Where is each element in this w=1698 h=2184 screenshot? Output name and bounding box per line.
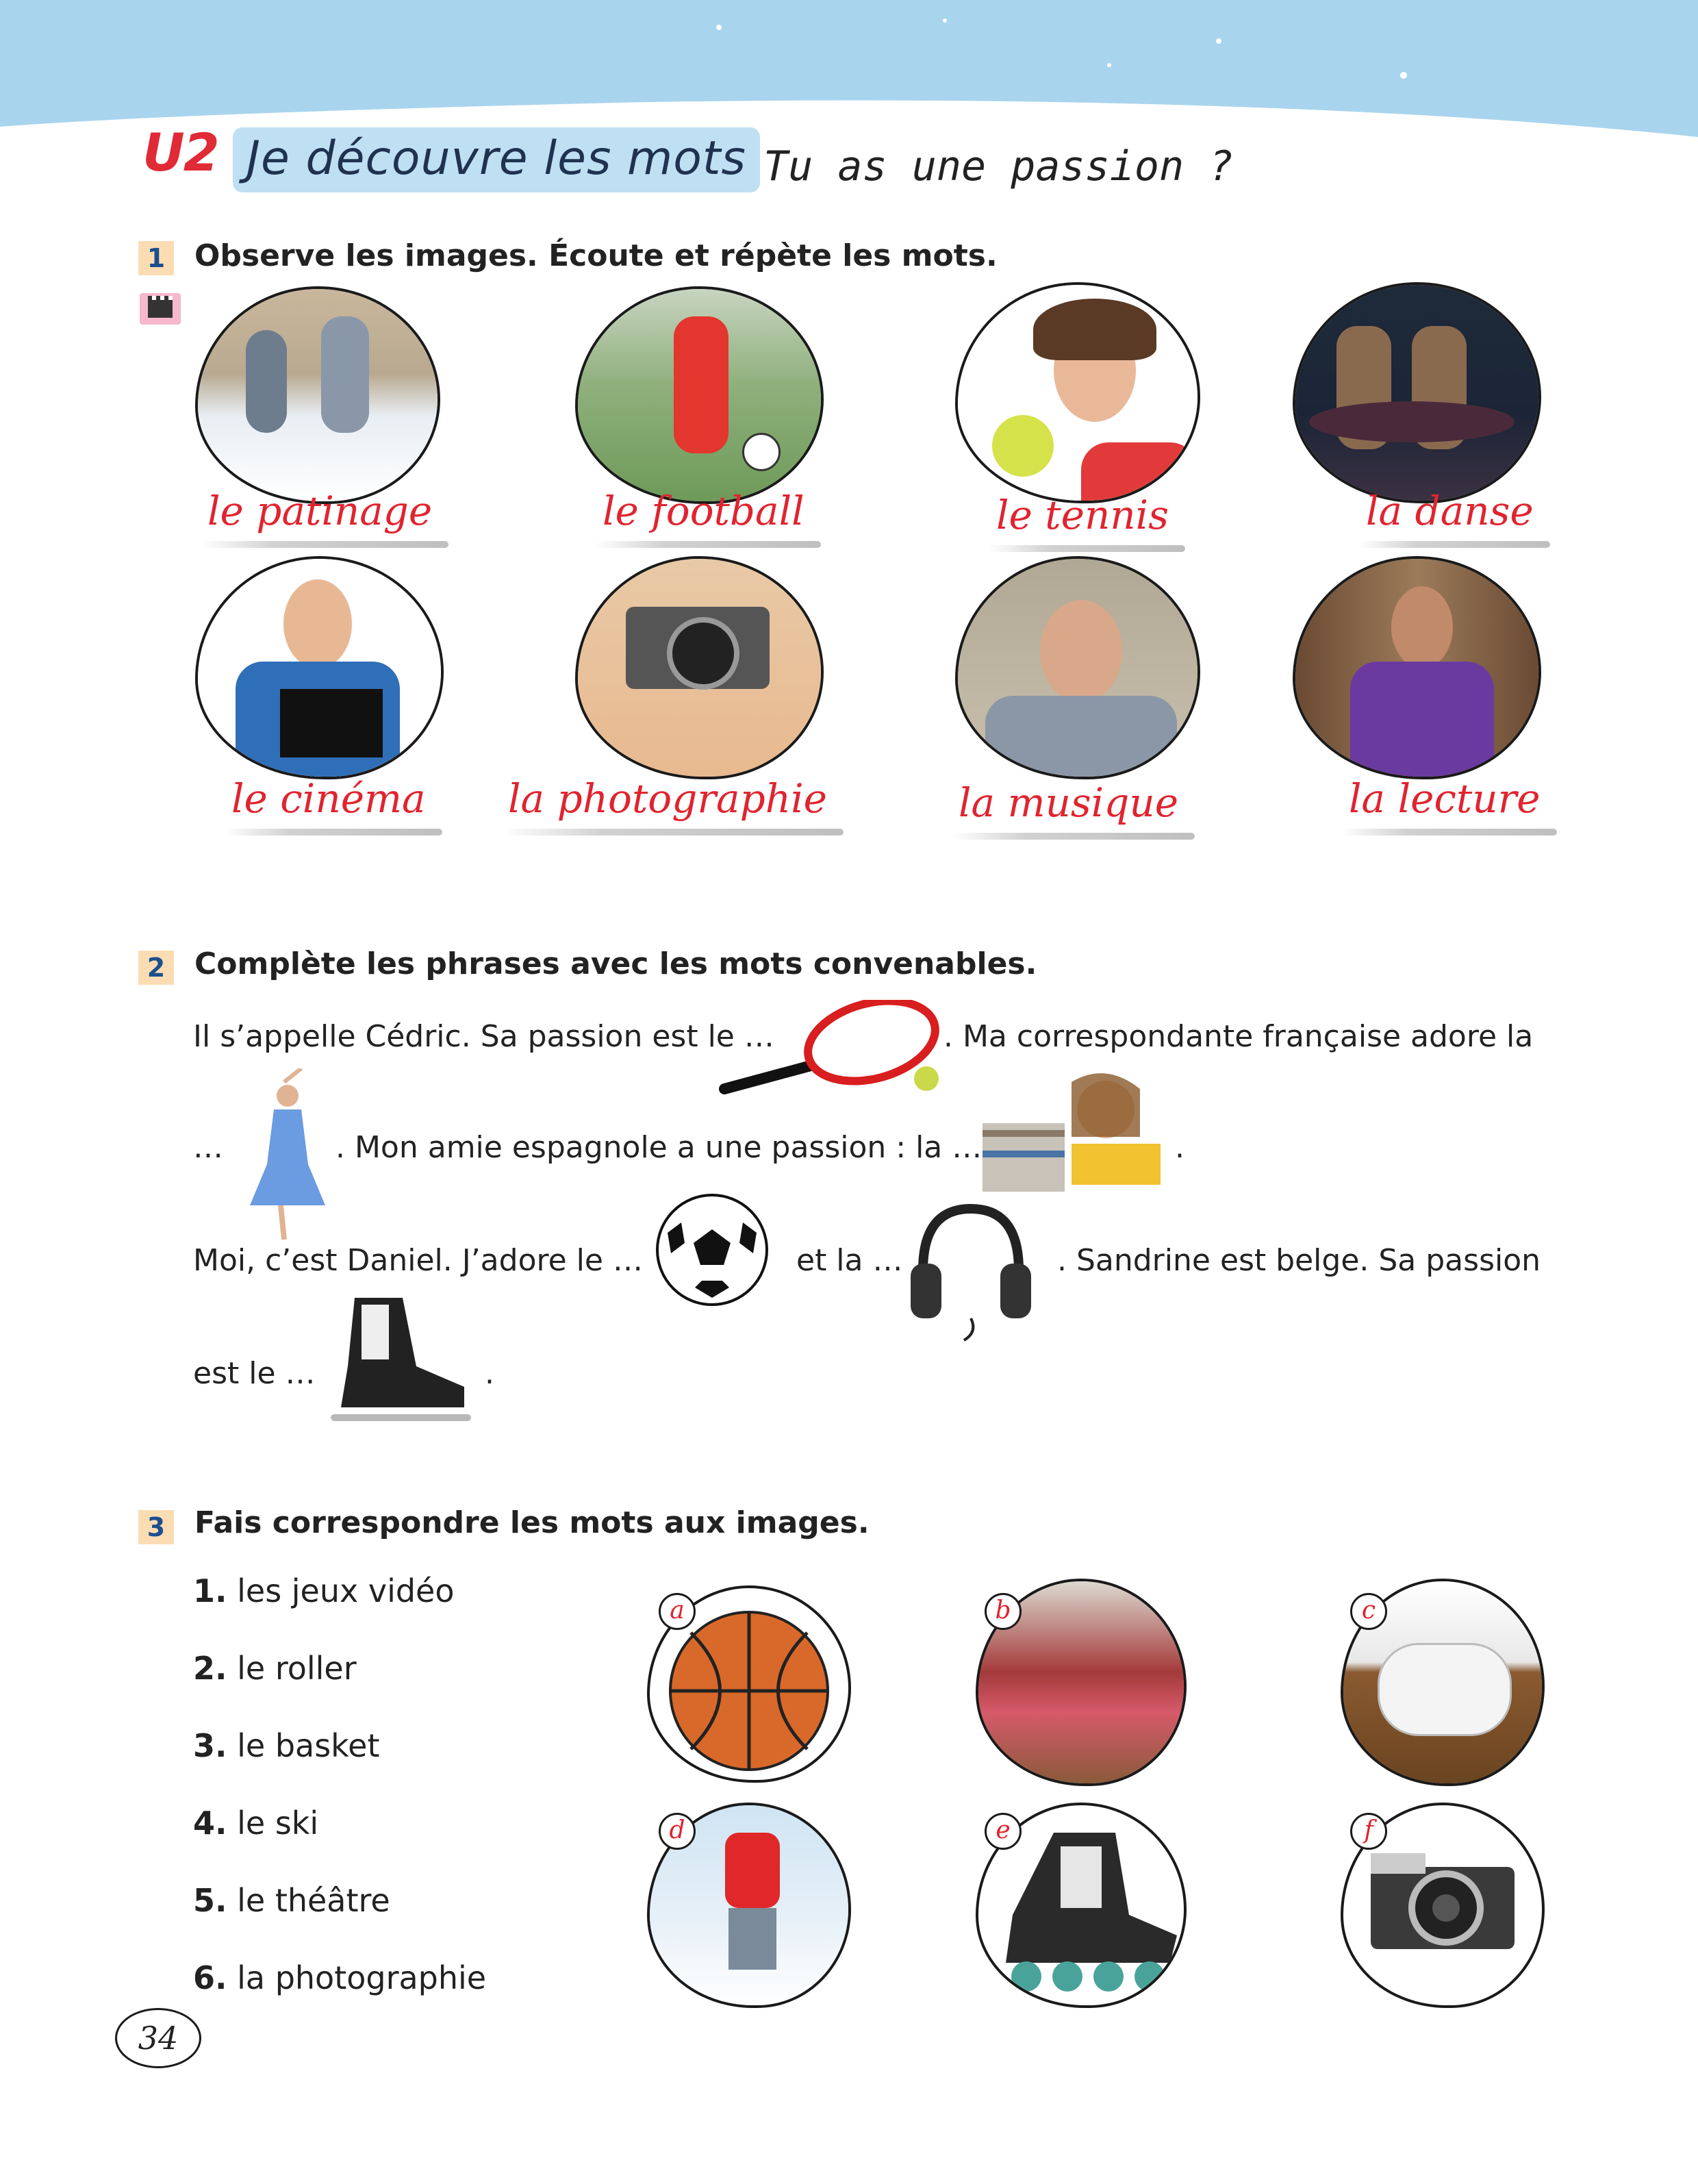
sentence-3b: et la … <box>796 1243 903 1278</box>
unit-code: U2 <box>142 122 218 183</box>
letter-f: f <box>1350 1813 1387 1850</box>
exercise-2-number: 2 <box>138 951 174 985</box>
letter-c: c <box>1350 1593 1387 1630</box>
word-la-danse: la danse <box>1366 488 1534 534</box>
football-photo <box>575 286 824 504</box>
word-la-photographie: la photographie <box>508 775 827 822</box>
tennis-racket-icon <box>718 1000 943 1096</box>
list-item-4: 4. le ski <box>193 1805 319 1842</box>
music-photo <box>955 556 1200 779</box>
sentence-1b: . Ma correspondante française adore la <box>943 1019 1534 1054</box>
page-subtitle: Tu as une passion ? <box>763 142 1234 190</box>
reading-photo <box>1293 556 1541 779</box>
sentence-1a: Il s’appelle Cédric. Sa passion est le … <box>193 1019 774 1054</box>
page-number: 34 <box>115 2008 201 2068</box>
exercise-3-instruction: Fais correspondre les mots aux images. <box>194 1505 870 1540</box>
soccer-ball-icon <box>654 1192 770 1308</box>
video-icon[interactable] <box>140 293 181 325</box>
tennis-photo <box>955 282 1200 503</box>
exercise-1-number: 1 <box>138 241 174 275</box>
letter-e: e <box>985 1813 1022 1850</box>
exercise-2-instruction: Complète les phrases avec les mots convenables. <box>194 946 1037 981</box>
page-title: Je découvre les mots <box>233 127 760 192</box>
word-le-cinema: le cinéma <box>231 775 426 822</box>
exercise-1-instruction: Observe les images. Écoute et répète les mots. <box>194 238 998 273</box>
letter-b: b <box>985 1593 1022 1630</box>
exercise-3-number: 3 <box>138 1510 174 1544</box>
sentence-4a: est le … <box>193 1356 316 1391</box>
top-banner <box>0 0 1698 137</box>
list-item-3: 3. le basket <box>193 1727 380 1764</box>
word-le-football: le football <box>603 488 804 534</box>
dance-photo <box>1293 282 1541 503</box>
sentence-3a: Moi, c’est Daniel. J’adore le … <box>193 1243 643 1278</box>
sentence-2c: . <box>1175 1130 1184 1165</box>
sentence-2b: . Mon amie espagnole a une passion : la … <box>335 1130 983 1165</box>
list-item-1: 1. les jeux vidéo <box>193 1572 455 1609</box>
word-la-lecture: la lecture <box>1349 775 1541 822</box>
photography-photo <box>575 556 824 779</box>
list-item-2: 2. le roller <box>193 1650 357 1687</box>
list-item-6: 6. la photographie <box>193 1959 487 1996</box>
reading-girl-icon <box>976 1068 1164 1192</box>
word-le-tennis: le tennis <box>996 492 1169 538</box>
headphones-icon <box>902 1195 1039 1342</box>
ballerina-icon <box>243 1068 332 1244</box>
ice-skating-photo <box>195 286 440 504</box>
list-item-5: 5. le théâtre <box>193 1882 390 1919</box>
word-le-patinage: le patinage <box>207 488 433 534</box>
sentence-3c: . Sandrine est belge. Sa passion <box>1057 1243 1541 1278</box>
word-la-musique: la musique <box>959 779 1179 826</box>
cinema-photo <box>195 556 444 779</box>
letter-a: a <box>659 1593 696 1630</box>
ice-skate-icon <box>327 1291 474 1431</box>
letter-d: d <box>659 1813 696 1850</box>
sentence-4b: . <box>485 1356 494 1391</box>
sentence-2a: … <box>193 1130 223 1165</box>
